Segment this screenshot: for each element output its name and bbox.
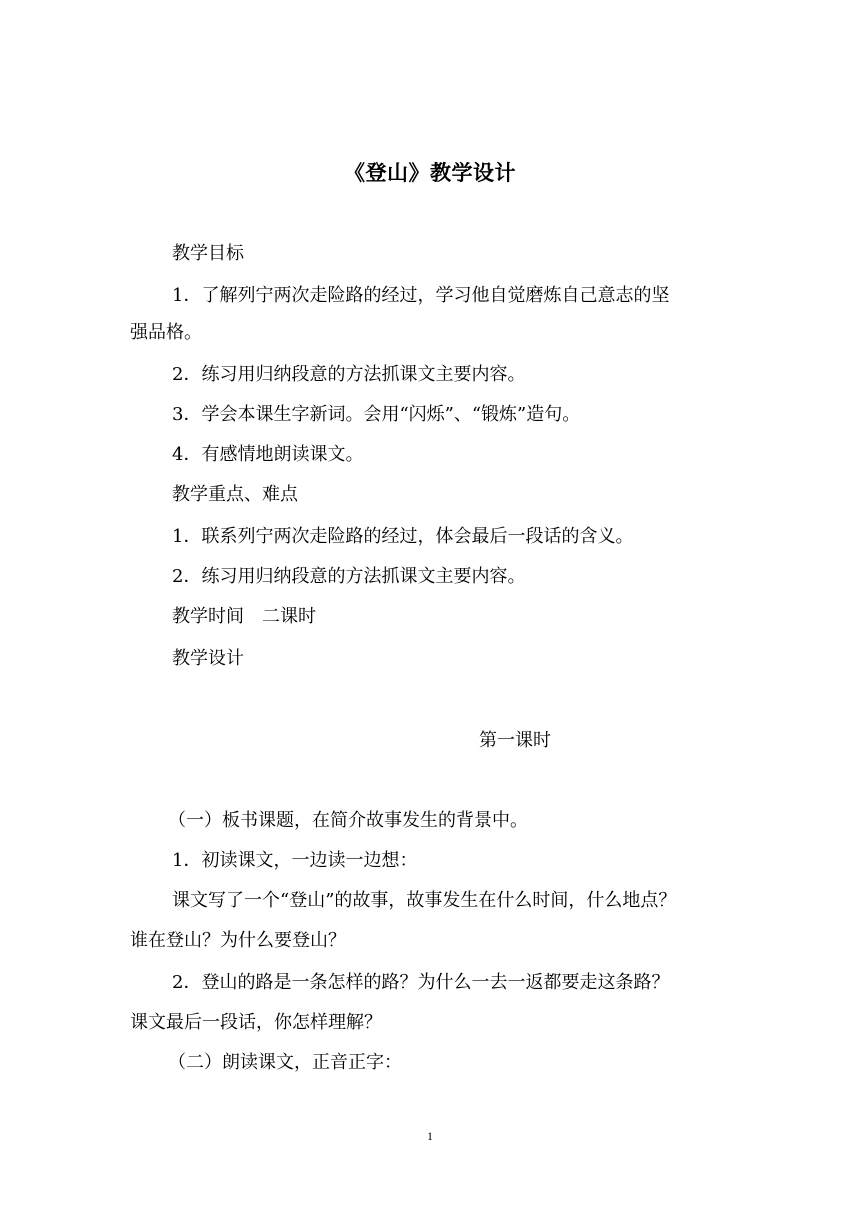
section-heading-key-points: 教学重点、难点 <box>172 484 298 505</box>
paragraph-line: 1．联系列宁两次走险路的经过，体会最后一段话的含义。 <box>172 526 634 547</box>
page-number: 1 <box>427 1129 433 1143</box>
paragraph-line: 2．登山的路是一条怎样的路？为什么一去一返都要走这条路？ <box>172 972 670 993</box>
document-title: 《登山》教学设计 <box>344 160 516 185</box>
lesson-heading: 第一课时 <box>479 730 551 751</box>
paragraph-line: （二）朗读课文，正音正字： <box>168 1052 402 1073</box>
section-heading-objectives: 教学目标 <box>172 243 244 264</box>
paragraph-line: 3．学会本课生字新词。会用“闪烁”、“锻炼”造句。 <box>172 404 581 425</box>
paragraph-line: 1．初读课文，一边读一边想： <box>172 850 418 871</box>
paragraph-line: 4．有感情地朗读课文。 <box>172 444 364 465</box>
paragraph-line: 强品格。 <box>130 322 202 343</box>
section-heading-design: 教学设计 <box>172 648 244 669</box>
paragraph-line: 2．练习用归纳段意的方法抓课文主要内容。 <box>172 566 526 587</box>
paragraph-line: 课文写了一个“登山”的故事，故事发生在什么时间，什么地点？ <box>172 890 677 911</box>
paragraph-line: 教学时间 二课时 <box>172 606 316 627</box>
paragraph-line: 课文最后一段话，你怎样理解？ <box>130 1012 382 1033</box>
paragraph-line: 谁在登山？为什么要登山？ <box>130 930 346 951</box>
paragraph-line: （一）板书课题，在简介故事发生的背景中。 <box>168 810 528 831</box>
paragraph-line: 2．练习用归纳段意的方法抓课文主要内容。 <box>172 364 526 385</box>
paragraph-line: 1．了解列宁两次走险路的经过，学习他自觉磨炼自己意志的坚 <box>172 285 670 306</box>
